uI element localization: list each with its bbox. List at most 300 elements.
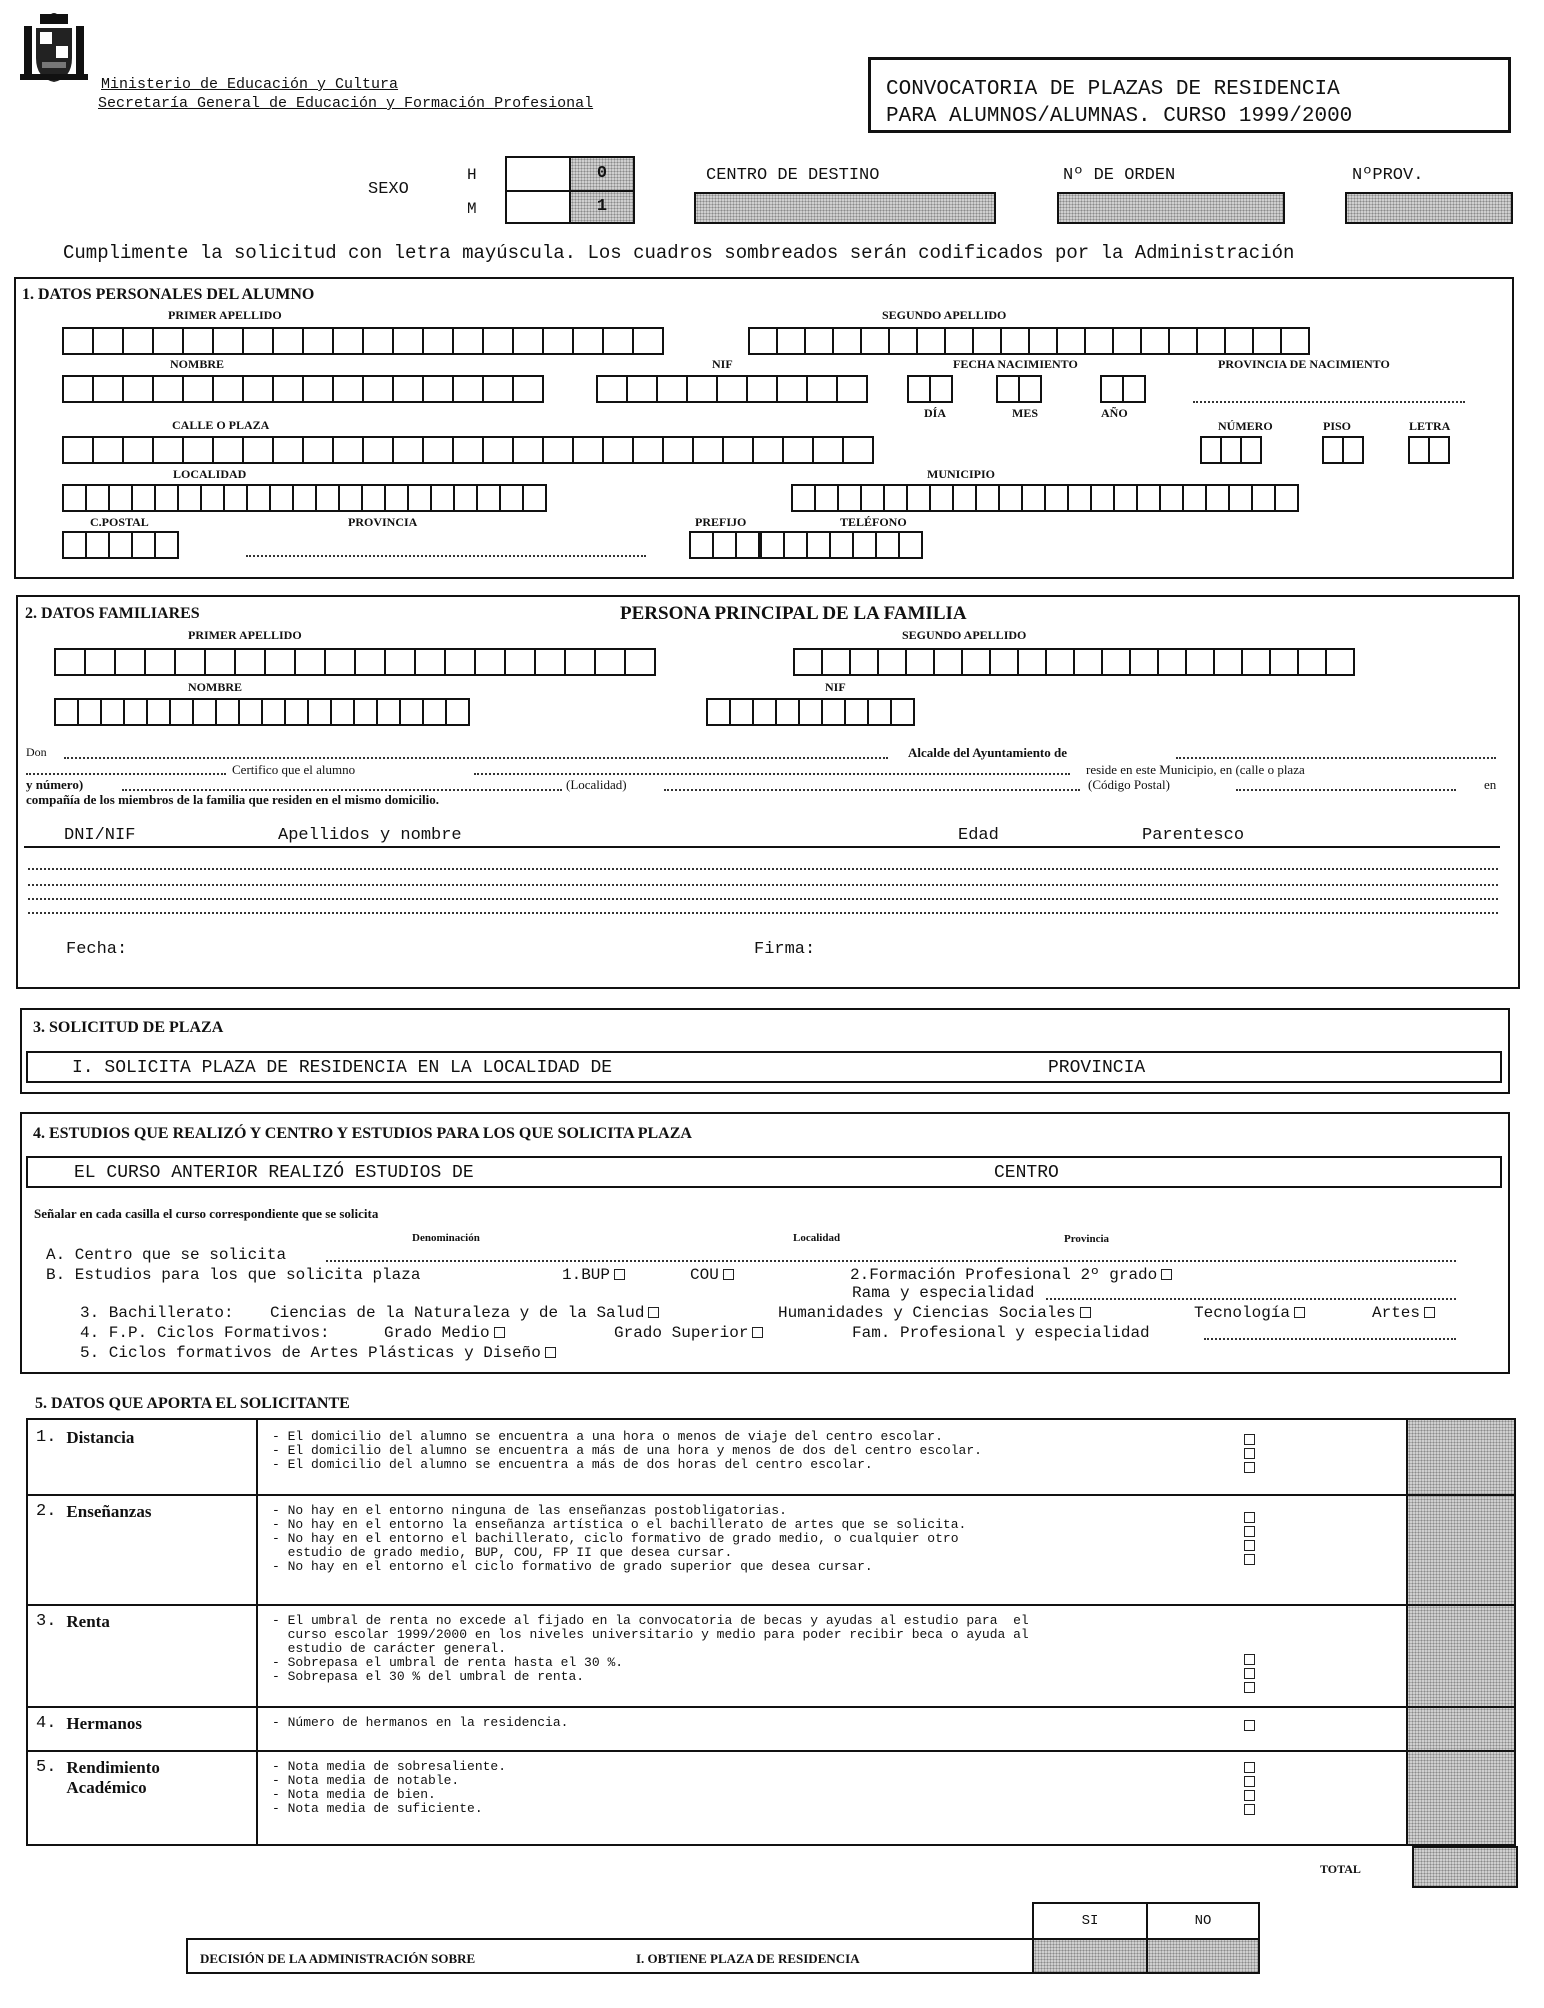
char-box[interactable] (92, 327, 124, 355)
char-box[interactable] (722, 436, 754, 464)
char-box[interactable] (829, 531, 854, 559)
char-box[interactable] (452, 327, 484, 355)
char-box[interactable] (315, 484, 340, 512)
section4-line-box[interactable] (26, 1156, 1502, 1188)
char-box[interactable] (952, 484, 977, 512)
char-box[interactable] (933, 648, 963, 676)
char-box[interactable] (512, 375, 544, 403)
char-box[interactable] (242, 327, 274, 355)
s1-localidad-input[interactable] (62, 484, 545, 512)
char-box[interactable] (989, 648, 1019, 676)
char-box[interactable] (422, 327, 454, 355)
char-box[interactable] (1269, 648, 1299, 676)
char-box[interactable] (706, 698, 731, 726)
s4-grado-medio-option[interactable] (384, 1324, 505, 1342)
criteria-checkbox[interactable] (1244, 1720, 1255, 1731)
s4-bach-cn-checkbox[interactable] (648, 1307, 659, 1318)
char-box[interactable] (1000, 327, 1030, 355)
s1-dia-input[interactable] (907, 375, 951, 403)
char-box[interactable] (152, 436, 184, 464)
char-box[interactable] (996, 375, 1020, 403)
char-box[interactable] (1113, 484, 1138, 512)
char-box[interactable] (131, 484, 156, 512)
char-box[interactable] (806, 531, 831, 559)
char-box[interactable] (122, 436, 154, 464)
char-box[interactable] (482, 375, 514, 403)
char-box[interactable] (452, 436, 484, 464)
char-box[interactable] (131, 531, 156, 559)
family-row-1[interactable] (28, 868, 1498, 870)
char-box[interactable] (1220, 436, 1242, 464)
char-box[interactable] (735, 531, 760, 559)
s1-anio-input[interactable] (1100, 375, 1144, 403)
char-box[interactable] (407, 484, 432, 512)
char-box[interactable] (212, 375, 244, 403)
char-box[interactable] (169, 698, 194, 726)
char-box[interactable] (353, 698, 378, 726)
char-box[interactable] (62, 327, 94, 355)
char-box[interactable] (430, 484, 455, 512)
char-box[interactable] (867, 698, 892, 726)
char-box[interactable] (1084, 327, 1114, 355)
s4-grado-superior-option[interactable] (614, 1324, 763, 1342)
char-box[interactable] (1274, 484, 1299, 512)
char-box[interactable] (332, 327, 364, 355)
char-box[interactable] (1100, 375, 1124, 403)
char-box[interactable] (376, 698, 401, 726)
s4-bup-checkbox[interactable] (614, 1269, 625, 1280)
char-box[interactable] (152, 327, 184, 355)
char-box[interactable] (302, 327, 334, 355)
char-box[interactable] (292, 484, 317, 512)
char-box[interactable] (474, 648, 506, 676)
char-box[interactable] (692, 436, 724, 464)
char-box[interactable] (182, 436, 214, 464)
char-box[interactable] (1205, 484, 1230, 512)
s2-segundo-apellido-input[interactable] (793, 648, 1353, 676)
char-box[interactable] (564, 648, 596, 676)
char-box[interactable] (354, 648, 386, 676)
char-box[interactable] (1056, 327, 1086, 355)
char-box[interactable] (1017, 648, 1047, 676)
cert-alumno-field[interactable] (474, 773, 1070, 775)
char-box[interactable] (362, 436, 394, 464)
char-box[interactable] (177, 484, 202, 512)
s4-a-centro-field[interactable] (326, 1260, 1456, 1262)
char-box[interactable] (422, 375, 454, 403)
family-row-3[interactable] (28, 898, 1498, 900)
char-box[interactable] (1044, 484, 1069, 512)
char-box[interactable] (77, 698, 102, 726)
cert-localidad-field[interactable] (664, 789, 1080, 791)
char-box[interactable] (916, 327, 946, 355)
char-box[interactable] (92, 436, 124, 464)
char-box[interactable] (905, 648, 935, 676)
s4-bach-artes-checkbox[interactable] (1424, 1307, 1435, 1318)
char-box[interactable] (307, 698, 332, 726)
s2-nif-input[interactable] (706, 698, 913, 726)
char-box[interactable] (746, 375, 778, 403)
criteria-checkbox[interactable] (1244, 1540, 1255, 1551)
char-box[interactable] (182, 327, 214, 355)
char-box[interactable] (122, 327, 154, 355)
char-box[interactable] (445, 698, 470, 726)
char-box[interactable] (1168, 327, 1198, 355)
char-box[interactable] (686, 375, 718, 403)
criteria-checkbox[interactable] (1244, 1668, 1255, 1679)
char-box[interactable] (261, 698, 286, 726)
s1-primer-apellido-input[interactable] (62, 327, 662, 355)
char-box[interactable] (453, 484, 478, 512)
s1-calle-input[interactable] (62, 436, 872, 464)
char-box[interactable] (114, 648, 146, 676)
criteria-checkbox[interactable] (1244, 1434, 1255, 1445)
s4-cou-option[interactable] (690, 1266, 734, 1284)
char-box[interactable] (821, 698, 846, 726)
char-box[interactable] (1157, 648, 1187, 676)
char-box[interactable] (215, 698, 240, 726)
char-box[interactable] (399, 698, 424, 726)
char-box[interactable] (85, 484, 110, 512)
char-box[interactable] (338, 484, 363, 512)
char-box[interactable] (798, 698, 823, 726)
char-box[interactable] (1021, 484, 1046, 512)
sexo-m-checkbox[interactable] (505, 190, 571, 224)
char-box[interactable] (264, 648, 296, 676)
criteria-checkbox[interactable] (1244, 1790, 1255, 1801)
char-box[interactable] (1129, 648, 1159, 676)
char-box[interactable] (422, 436, 454, 464)
char-box[interactable] (1241, 648, 1271, 676)
char-box[interactable] (844, 698, 869, 726)
char-box[interactable] (146, 698, 171, 726)
char-box[interactable] (542, 327, 574, 355)
char-box[interactable] (812, 436, 844, 464)
char-box[interactable] (972, 327, 1002, 355)
s4-bup-option[interactable] (562, 1266, 625, 1284)
s1-segundo-apellido-input[interactable] (748, 327, 1308, 355)
char-box[interactable] (1228, 484, 1253, 512)
char-box[interactable] (929, 375, 953, 403)
char-box[interactable] (284, 698, 309, 726)
char-box[interactable] (238, 698, 263, 726)
char-box[interactable] (793, 648, 823, 676)
char-box[interactable] (192, 698, 217, 726)
char-box[interactable] (1325, 648, 1355, 676)
char-box[interactable] (1342, 436, 1364, 464)
char-box[interactable] (1028, 327, 1058, 355)
char-box[interactable] (1280, 327, 1310, 355)
s4-artes-plasticas-checkbox[interactable] (545, 1347, 556, 1358)
char-box[interactable] (384, 648, 416, 676)
char-box[interactable] (272, 375, 304, 403)
s1-telefono-input[interactable] (760, 531, 921, 559)
char-box[interactable] (1112, 327, 1142, 355)
char-box[interactable] (330, 698, 355, 726)
char-box[interactable] (414, 648, 446, 676)
s4-grado-medio-checkbox[interactable] (494, 1327, 505, 1338)
criteria-checkbox[interactable] (1244, 1462, 1255, 1473)
cert-cp-field[interactable] (1236, 789, 1456, 791)
char-box[interactable] (748, 327, 778, 355)
char-box[interactable] (1428, 436, 1450, 464)
char-box[interactable] (1240, 436, 1262, 464)
char-box[interactable] (332, 375, 364, 403)
char-box[interactable] (154, 531, 179, 559)
char-box[interactable] (572, 436, 604, 464)
char-box[interactable] (294, 648, 326, 676)
s4-bach-hum-checkbox[interactable] (1080, 1307, 1091, 1318)
char-box[interactable] (1159, 484, 1184, 512)
char-box[interactable] (1136, 484, 1161, 512)
char-box[interactable] (1408, 436, 1430, 464)
s1-municipio-input[interactable] (791, 484, 1297, 512)
char-box[interactable] (975, 484, 1000, 512)
char-box[interactable] (1200, 436, 1222, 464)
char-box[interactable] (362, 375, 394, 403)
char-box[interactable] (302, 375, 334, 403)
char-box[interactable] (108, 531, 133, 559)
s4-cou-checkbox[interactable] (723, 1269, 734, 1280)
char-box[interactable] (852, 531, 877, 559)
char-box[interactable] (860, 327, 890, 355)
s1-nif-input[interactable] (596, 375, 866, 403)
char-box[interactable] (1297, 648, 1327, 676)
char-box[interactable] (775, 698, 800, 726)
char-box[interactable] (602, 327, 634, 355)
char-box[interactable] (512, 436, 544, 464)
char-box[interactable] (392, 375, 424, 403)
char-box[interactable] (776, 375, 808, 403)
cert-numero-field[interactable] (122, 789, 562, 791)
char-box[interactable] (62, 375, 94, 403)
char-box[interactable] (108, 484, 133, 512)
char-box[interactable] (814, 484, 839, 512)
char-box[interactable] (1090, 484, 1115, 512)
char-box[interactable] (821, 648, 851, 676)
char-box[interactable] (890, 698, 915, 726)
sexo-h-checkbox[interactable] (505, 156, 571, 192)
char-box[interactable] (837, 484, 862, 512)
criteria-checkbox[interactable] (1244, 1512, 1255, 1523)
char-box[interactable] (752, 698, 777, 726)
char-box[interactable] (242, 436, 274, 464)
criteria-checkbox[interactable] (1244, 1554, 1255, 1565)
s4-artes-plasticas-option[interactable] (80, 1344, 556, 1362)
char-box[interactable] (906, 484, 931, 512)
char-box[interactable] (776, 327, 806, 355)
char-box[interactable] (791, 484, 816, 512)
char-box[interactable] (632, 436, 664, 464)
s4-bach-artes-option[interactable] (1372, 1304, 1435, 1322)
s4-bach-hum-option[interactable] (778, 1304, 1091, 1322)
char-box[interactable] (624, 648, 656, 676)
char-box[interactable] (422, 698, 447, 726)
char-box[interactable] (907, 375, 931, 403)
char-box[interactable] (200, 484, 225, 512)
char-box[interactable] (392, 327, 424, 355)
char-box[interactable] (223, 484, 248, 512)
char-box[interactable] (123, 698, 148, 726)
char-box[interactable] (998, 484, 1023, 512)
s2-primer-apellido-input[interactable] (54, 648, 654, 676)
cert-line2-field[interactable] (26, 773, 226, 775)
char-box[interactable] (392, 436, 424, 464)
char-box[interactable] (842, 436, 874, 464)
char-box[interactable] (62, 484, 87, 512)
char-box[interactable] (212, 327, 244, 355)
char-box[interactable] (204, 648, 236, 676)
char-box[interactable] (877, 648, 907, 676)
char-box[interactable] (875, 531, 900, 559)
char-box[interactable] (888, 327, 918, 355)
s1-prefijo-input[interactable] (689, 531, 758, 559)
char-box[interactable] (1073, 648, 1103, 676)
char-box[interactable] (62, 531, 87, 559)
char-box[interactable] (504, 648, 536, 676)
char-box[interactable] (92, 375, 124, 403)
s4-bach-tec-option[interactable] (1194, 1304, 1305, 1322)
char-box[interactable] (572, 327, 604, 355)
s4-bach-cn-option[interactable] (270, 1304, 659, 1322)
char-box[interactable] (729, 698, 754, 726)
char-box[interactable] (85, 531, 110, 559)
char-box[interactable] (1018, 375, 1042, 403)
char-box[interactable] (54, 698, 79, 726)
char-box[interactable] (54, 648, 86, 676)
char-box[interactable] (234, 648, 266, 676)
char-box[interactable] (656, 375, 688, 403)
char-box[interactable] (246, 484, 271, 512)
char-box[interactable] (849, 648, 879, 676)
char-box[interactable] (444, 648, 476, 676)
criteria-checkbox[interactable] (1244, 1762, 1255, 1773)
cert-alcalde-field[interactable] (1176, 757, 1496, 759)
s4-rama-field[interactable] (1046, 1298, 1456, 1300)
char-box[interactable] (272, 436, 304, 464)
char-box[interactable] (1067, 484, 1092, 512)
char-box[interactable] (626, 375, 658, 403)
char-box[interactable] (1182, 484, 1207, 512)
char-box[interactable] (712, 531, 737, 559)
char-box[interactable] (1045, 648, 1075, 676)
char-box[interactable] (534, 648, 566, 676)
char-box[interactable] (836, 375, 868, 403)
section3-line-box[interactable] (26, 1051, 1502, 1083)
char-box[interactable] (1252, 327, 1282, 355)
char-box[interactable] (361, 484, 386, 512)
char-box[interactable] (384, 484, 409, 512)
char-box[interactable] (512, 327, 544, 355)
s1-nombre-input[interactable] (62, 375, 542, 403)
s4-grado-superior-checkbox[interactable] (752, 1327, 763, 1338)
criteria-checkbox[interactable] (1244, 1526, 1255, 1537)
char-box[interactable] (760, 531, 785, 559)
char-box[interactable] (632, 327, 664, 355)
s1-provincia-nacimiento-field[interactable] (1193, 401, 1465, 403)
char-box[interactable] (212, 436, 244, 464)
char-box[interactable] (782, 436, 814, 464)
char-box[interactable] (324, 648, 356, 676)
char-box[interactable] (1122, 375, 1146, 403)
char-box[interactable] (596, 375, 628, 403)
char-box[interactable] (1251, 484, 1276, 512)
s1-letra-input[interactable] (1408, 436, 1448, 464)
family-row-4[interactable] (28, 912, 1498, 914)
char-box[interactable] (594, 648, 626, 676)
char-box[interactable] (269, 484, 294, 512)
char-box[interactable] (452, 375, 484, 403)
char-box[interactable] (944, 327, 974, 355)
char-box[interactable] (522, 484, 547, 512)
criteria-checkbox[interactable] (1244, 1804, 1255, 1815)
family-row-2[interactable] (28, 884, 1498, 886)
s1-piso-input[interactable] (1322, 436, 1362, 464)
char-box[interactable] (152, 375, 184, 403)
char-box[interactable] (929, 484, 954, 512)
char-box[interactable] (476, 484, 501, 512)
char-box[interactable] (716, 375, 748, 403)
char-box[interactable] (242, 375, 274, 403)
char-box[interactable] (182, 375, 214, 403)
char-box[interactable] (1101, 648, 1131, 676)
char-box[interactable] (832, 327, 862, 355)
char-box[interactable] (332, 436, 364, 464)
char-box[interactable] (1224, 327, 1254, 355)
s1-provincia-field[interactable] (246, 555, 646, 557)
char-box[interactable] (883, 484, 908, 512)
criteria-checkbox[interactable] (1244, 1776, 1255, 1787)
cert-don-field[interactable] (64, 757, 888, 759)
char-box[interactable] (662, 436, 694, 464)
char-box[interactable] (602, 436, 634, 464)
char-box[interactable] (898, 531, 923, 559)
criteria-checkbox[interactable] (1244, 1682, 1255, 1693)
char-box[interactable] (1185, 648, 1215, 676)
criteria-checkbox[interactable] (1244, 1654, 1255, 1665)
char-box[interactable] (1196, 327, 1226, 355)
char-box[interactable] (752, 436, 784, 464)
s1-mes-input[interactable] (996, 375, 1040, 403)
s1-numero-input[interactable] (1200, 436, 1260, 464)
char-box[interactable] (1322, 436, 1344, 464)
s4-bach-tec-checkbox[interactable] (1294, 1307, 1305, 1318)
s2-nombre-input[interactable] (54, 698, 468, 726)
char-box[interactable] (806, 375, 838, 403)
char-box[interactable] (1140, 327, 1170, 355)
char-box[interactable] (860, 484, 885, 512)
char-box[interactable] (272, 327, 304, 355)
char-box[interactable] (100, 698, 125, 726)
char-box[interactable] (783, 531, 808, 559)
char-box[interactable] (804, 327, 834, 355)
criteria-checkbox[interactable] (1244, 1448, 1255, 1459)
char-box[interactable] (482, 327, 514, 355)
char-box[interactable] (961, 648, 991, 676)
s4-fp-checkbox[interactable] (1161, 1269, 1172, 1280)
char-box[interactable] (174, 648, 206, 676)
char-box[interactable] (542, 436, 574, 464)
char-box[interactable] (62, 436, 94, 464)
char-box[interactable] (482, 436, 514, 464)
char-box[interactable] (689, 531, 714, 559)
char-box[interactable] (144, 648, 176, 676)
char-box[interactable] (499, 484, 524, 512)
char-box[interactable] (122, 375, 154, 403)
char-box[interactable] (84, 648, 116, 676)
s4-fp-option[interactable] (850, 1266, 1172, 1284)
char-box[interactable] (154, 484, 179, 512)
